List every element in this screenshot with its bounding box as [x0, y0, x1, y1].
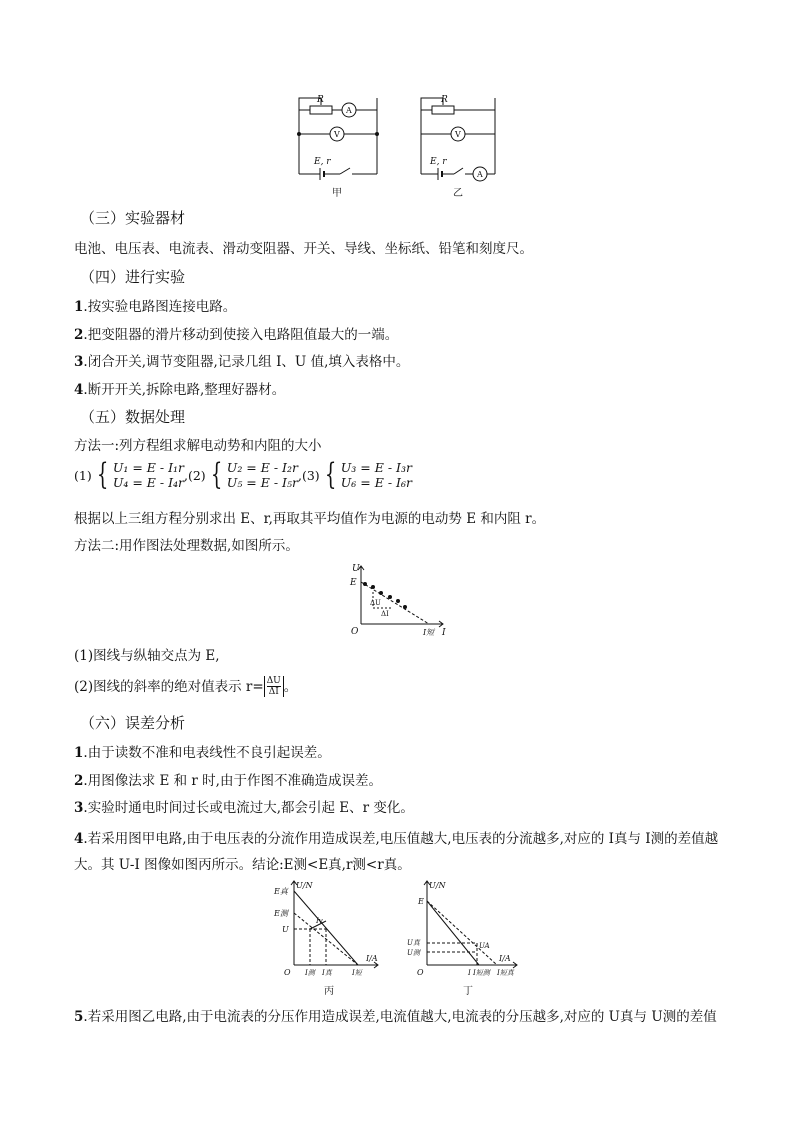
- graph-bing: [272, 877, 382, 999]
- section-heading-error: （六）误差分析: [80, 714, 186, 732]
- circuit-yi-caption: 乙: [453, 188, 463, 199]
- circuit-yi: [421, 98, 495, 181]
- axis-i: I/A: [366, 954, 378, 963]
- delta-i: ΔI: [381, 610, 389, 618]
- procedure-step: [74, 326, 398, 344]
- e-meas: E测: [274, 909, 288, 918]
- rheostat-label-jia: R: [317, 95, 324, 105]
- graph-caption: 丙: [324, 986, 334, 997]
- brace-icon: {: [96, 457, 108, 492]
- u-true: U真: [407, 939, 420, 947]
- eq-prefix: (1): [74, 467, 92, 483]
- intercept-e: E: [350, 578, 357, 588]
- short-current: I短: [423, 628, 435, 637]
- axis-u: U/N: [296, 881, 313, 890]
- graph-caption: 丁: [463, 986, 473, 997]
- note-slope-text: (2)图线的斜率的绝对值表示 r=: [74, 678, 264, 695]
- equation: U₂ = E - I₂r: [226, 460, 298, 475]
- procedure-step: [74, 298, 236, 316]
- step-number: 3: [74, 354, 84, 370]
- equation: U₅ = E - I₅r: [226, 475, 298, 490]
- rheostat-label-yi: R: [441, 95, 448, 105]
- item-text: .由于读数不准和电表线性不良引起误差。: [83, 745, 331, 761]
- error-item-four: [74, 826, 724, 878]
- item-text: .实验时通电时间过长或电流过大,都会引起 E、r 变化。: [83, 800, 414, 816]
- e-true: E真: [274, 887, 288, 896]
- step-number: 1: [74, 299, 84, 315]
- origin: O: [284, 968, 291, 977]
- origin: O: [417, 968, 424, 977]
- step-text: .把变阻器的滑片移动到使接入电路阻值最大的一端。: [83, 327, 399, 343]
- fraction-denominator: ΔI: [268, 687, 279, 697]
- error-item: [74, 772, 382, 790]
- equation-pair: [341, 460, 412, 490]
- axis-i: I/A: [499, 954, 511, 963]
- note-slope: [74, 676, 297, 697]
- equation-systems: [74, 457, 412, 492]
- item-number: 3: [74, 800, 84, 816]
- item-text: .若采用图乙电路,由于电流表的分压作用造成误差,电流值越大,电流表的分压越多,对应的 U真与 U测的差值: [83, 1009, 717, 1025]
- ua-label: UA: [479, 942, 490, 950]
- i-short-true: I短真: [497, 969, 514, 977]
- equation: U₁ = E - I₁r: [112, 460, 184, 475]
- item-number: 4: [74, 831, 84, 847]
- i-true: I真: [322, 969, 332, 977]
- step-text: .断开开关,拆除电路,整理好器材。: [83, 382, 286, 398]
- i-short: I短: [352, 969, 362, 977]
- error-item: [74, 744, 331, 762]
- u-meas: U测: [407, 949, 420, 957]
- eq-prefix: ,(3): [297, 467, 320, 483]
- axis-u: U/N: [429, 881, 446, 890]
- u-label: U: [282, 925, 289, 934]
- item-text: .若采用图甲电路,由于电压表的分流作用造成误差,电压值越大,电压表的分流越多,对应的 I真与 I测的差值越大。其 U-I 图像如图丙所示。结论:E测<E真,r测<r真。: [74, 831, 719, 873]
- procedure-step: [74, 381, 285, 399]
- ammeter-label-yi: A: [477, 170, 483, 179]
- graph-ding: [405, 877, 523, 999]
- error-item-five: [74, 1008, 724, 1026]
- source-label-jia: E, r: [314, 157, 331, 167]
- iv-label: Iv: [316, 917, 323, 925]
- brace-icon: {: [324, 457, 336, 492]
- circuit-jia: [298, 98, 379, 180]
- item-number: 5: [74, 1009, 84, 1025]
- circuit-jia-caption: 甲: [332, 188, 342, 199]
- step-number: 2: [74, 327, 84, 343]
- method-two: 方法二:用作图法处理数据,如图所示。: [74, 538, 299, 554]
- e-label: E: [418, 897, 424, 906]
- note-slope-end: 。: [283, 678, 298, 695]
- i-meas: I测: [305, 969, 315, 977]
- fraction-numerator: ΔU: [266, 676, 281, 686]
- error-item: [74, 799, 414, 817]
- step-number: 4: [74, 382, 84, 398]
- equation: U₃ = E - I₃r: [340, 460, 412, 475]
- item-number: 1: [74, 745, 84, 761]
- source-label-yi: E, r: [430, 157, 447, 167]
- equation-pair: [113, 460, 184, 490]
- item-number: 2: [74, 773, 84, 789]
- voltmeter-label-jia: V: [334, 130, 340, 139]
- equation: U₄ = E - I₄r: [112, 475, 184, 490]
- circuit-diagrams: [290, 88, 510, 200]
- section-heading-materials: （三）实验器材: [80, 209, 186, 227]
- equation-pair: [227, 460, 298, 490]
- brace-icon: {: [210, 457, 222, 492]
- section-heading-data: （五）数据处理: [80, 408, 186, 426]
- method-one: 方法一:列方程组求解电动势和内阻的大小: [74, 438, 322, 454]
- materials-text: 电池、电压表、电流表、滑动变阻器、开关、导线、坐标纸、铅笔和刻度尺。: [74, 241, 533, 257]
- voltmeter-label-yi: V: [455, 130, 461, 139]
- abs-fraction: [264, 676, 284, 697]
- i-marks: I I短测: [468, 969, 490, 977]
- eq-prefix: ,(2): [184, 467, 206, 483]
- ammeter-label-jia: A: [346, 106, 352, 115]
- step-text: .闭合开关,调节变阻器,记录几组 I、U 值,填入表格中。: [83, 354, 410, 370]
- origin: O: [351, 627, 359, 637]
- axis-i: I: [442, 628, 446, 638]
- axis-u: U: [352, 564, 360, 574]
- item-text: .用图像法求 E 和 r 时,由于作图不准确造成误差。: [83, 773, 382, 789]
- equation: U₆ = E - I₆r: [340, 475, 412, 490]
- average-text: 根据以上三组方程分别求出 E、r,再取其平均值作为电源的电动势 E 和内阻 r。: [74, 511, 546, 527]
- ui-graph: [345, 562, 450, 640]
- step-text: .按实验电路图连接电路。: [83, 299, 237, 315]
- note-intercept: (1)图线与纵轴交点为 E,: [74, 648, 220, 664]
- delta-u: ΔU: [370, 599, 381, 607]
- section-heading-procedure: （四）进行实验: [80, 268, 186, 286]
- procedure-step: [74, 353, 409, 371]
